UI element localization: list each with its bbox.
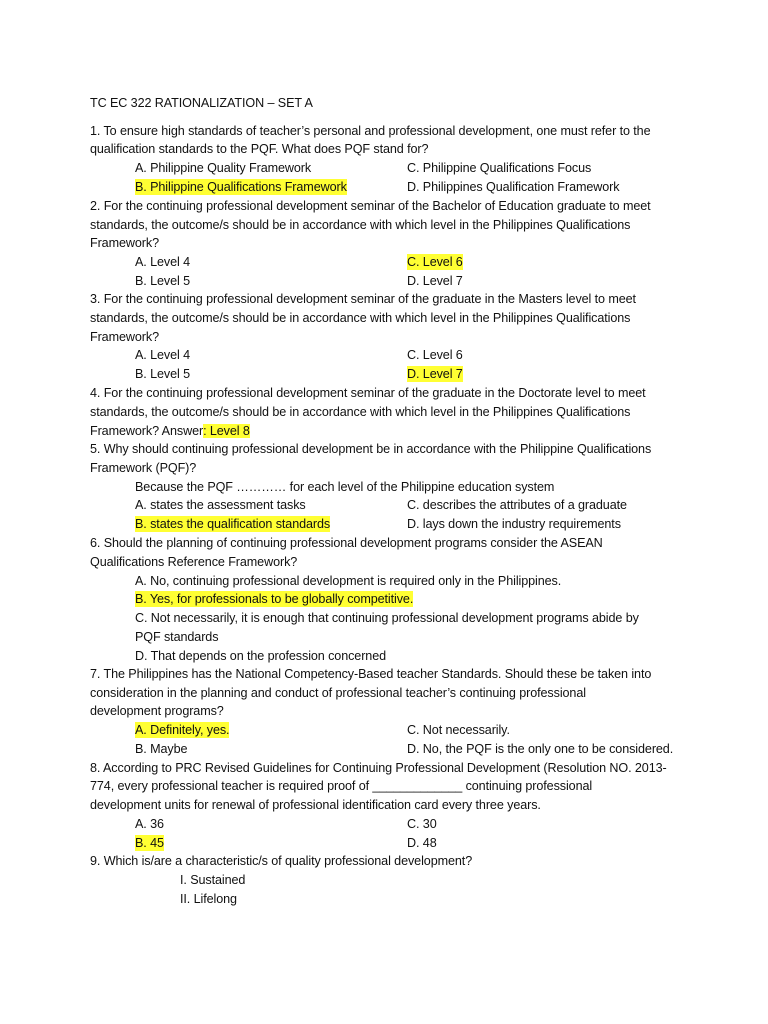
question-8-choice-c: C. 30	[407, 817, 437, 831]
question-7-choice-d: D. No, the PQF is the only one to be considered.	[407, 742, 674, 756]
question-4-answer: : Level 8	[203, 424, 250, 438]
question-7-line-1: 7. The Philippines has the National Competency-Based teacher Standards. Should these be taken into	[90, 667, 652, 681]
question-4-answer-prompt: Framework? Answer	[90, 424, 204, 438]
question-7-choice-a-answer: A. Definitely, yes.	[135, 723, 230, 737]
question-6-line-2: Qualifications Reference Framework?	[90, 555, 298, 569]
question-2-choice-b: B. Level 5	[135, 274, 191, 288]
question-1-line-1: 1. To ensure high standards of teacher’s personal and professional development, one must refer to the	[90, 124, 651, 138]
question-6-option-a: A. No, continuing professional development is required only in the Philippines.	[135, 574, 562, 588]
question-2-choice-a: A. Level 4	[135, 255, 191, 269]
question-8-line-1: 8. According to PRC Revised Guidelines for Continuing Professional Development (Resolution NO. 2013-	[90, 761, 667, 775]
question-5-stem: Because the PQF ………… for each level of the Philippine education system	[135, 480, 555, 494]
question-3-line-1: 3. For the continuing professional development seminar of the graduate in the Masters level to meet	[90, 292, 636, 306]
question-5-choice-c: C. describes the attributes of a graduate	[407, 498, 627, 512]
question-1-choice-c: C. Philippine Qualifications Focus	[407, 161, 592, 175]
document-title: TC EC 322 RATIONALIZATION – SET A	[90, 96, 313, 110]
question-9-item-2: II. Lifelong	[180, 892, 237, 906]
question-2-line-3: Framework?	[90, 236, 159, 250]
question-4-line-3	[90, 423, 250, 439]
question-8-choice-b-answer: B. 45	[135, 836, 164, 850]
question-2-choice-d: D. Level 7	[407, 274, 463, 288]
question-5-line-2: Framework (PQF)?	[90, 461, 197, 475]
question-6-option-d: D. That depends on the profession concerned	[135, 649, 387, 663]
question-7-choice-b: B. Maybe	[135, 742, 188, 756]
question-7-line-3: development programs?	[90, 704, 224, 718]
question-3-choice-d-answer: D. Level 7	[407, 367, 463, 381]
question-2-line-1: 2. For the continuing professional development seminar of the Bachelor of Education graduate to meet	[90, 199, 651, 213]
question-3-line-3: Framework?	[90, 330, 159, 344]
question-1-choice-b-answer: B. Philippine Qualifications Framework	[135, 180, 347, 194]
question-6-option-c-continued: PQF standards	[135, 630, 219, 644]
question-3-line-2: standards, the outcome/s should be in accordance with which level in the Philippines Qualifications	[90, 311, 631, 325]
question-4-line-2: standards, the outcome/s should be in accordance with which level in the Philippines Qualifications	[90, 405, 631, 419]
question-5-line-1: 5. Why should continuing professional development be in accordance with the Philippine Qualifications	[90, 442, 652, 456]
question-2-choice-c-answer: C. Level 6	[407, 255, 463, 269]
question-7-line-2: consideration in the planning and conduct of professional teacher’s continuing professional	[90, 686, 586, 700]
question-6-option-b-answer: B. Yes, for professionals to be globally competitive.	[135, 592, 414, 606]
question-7-choice-c: C. Not necessarily.	[407, 723, 510, 737]
question-8-choice-d: D. 48	[407, 836, 437, 850]
question-4-line-1: 4. For the continuing professional development seminar of the graduate in the Doctorate level to meet	[90, 386, 646, 400]
question-8-line-2: 774, every professional teacher is required proof of _____________ continuing professional	[90, 779, 593, 793]
question-8-line-3: development units for renewal of professional identification card every three years.	[90, 798, 541, 812]
question-3-choice-a: A. Level 4	[135, 348, 191, 362]
question-3-choice-c: C. Level 6	[407, 348, 463, 362]
question-3-choice-b: B. Level 5	[135, 367, 191, 381]
question-1-line-2: qualification standards to the PQF. What does PQF stand for?	[90, 142, 429, 156]
question-1-choice-d: D. Philippines Qualification Framework	[407, 180, 620, 194]
question-6-option-c: C. Not necessarily, it is enough that continuing professional development programs abide by	[135, 611, 639, 625]
question-9-line-1: 9. Which is/are a characteristic/s of quality professional development?	[90, 854, 473, 868]
question-8-choice-a: A. 36	[135, 817, 164, 831]
question-5-choice-a: A. states the assessment tasks	[135, 498, 306, 512]
question-9-item-1: I. Sustained	[180, 873, 246, 887]
question-1-choice-a: A. Philippine Quality Framework	[135, 161, 312, 175]
question-2-line-2: standards, the outcome/s should be in accordance with which level in the Philippines Qualifications	[90, 218, 631, 232]
question-5-choice-b-answer: B. states the qualification standards	[135, 517, 331, 531]
question-5-choice-d: D. lays down the industry requirements	[407, 517, 621, 531]
question-6-line-1: 6. Should the planning of continuing professional development programs consider the ASEAN	[90, 536, 603, 550]
